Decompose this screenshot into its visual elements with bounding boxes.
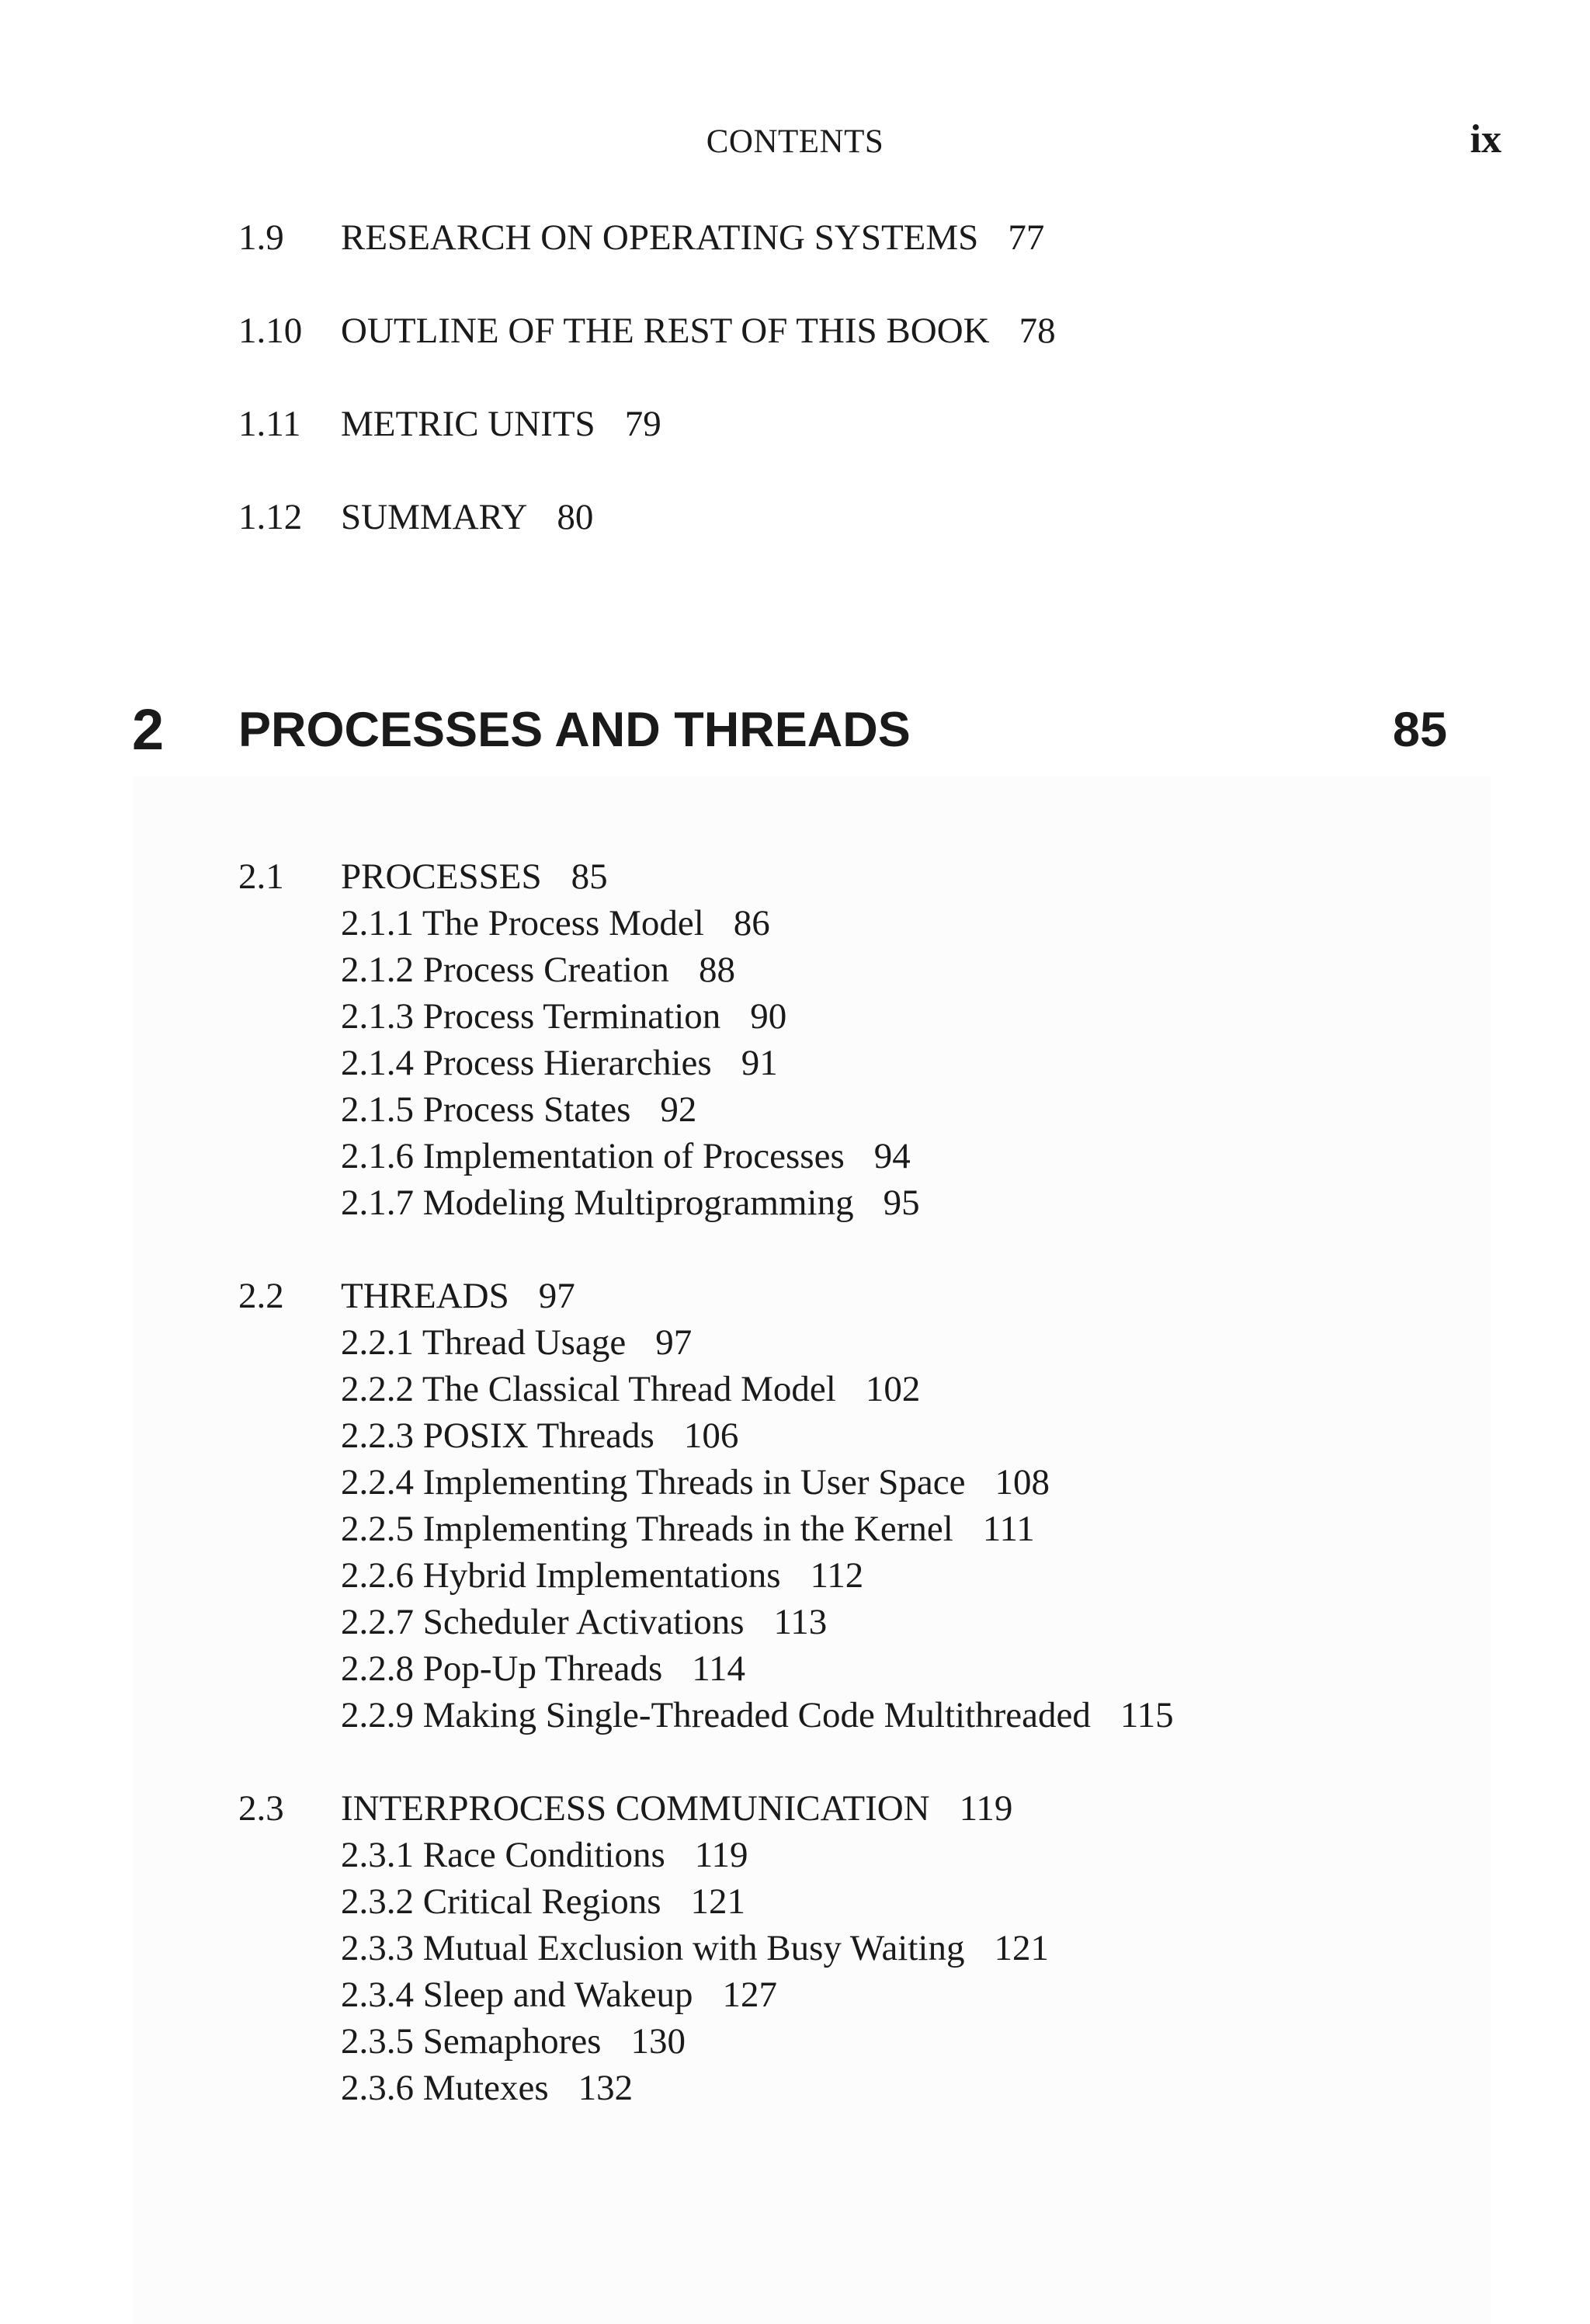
toc-chapter-sections xyxy=(238,853,1174,2158)
section-title: METRIC UNITS xyxy=(341,404,595,444)
chapter-heading xyxy=(132,699,1447,761)
section-group xyxy=(238,1273,1174,1739)
subsection-label: 2.2.9 Making Single-Threaded Code Multithreaded xyxy=(341,1695,1091,1735)
chapter-title: PROCESSES AND THREADS xyxy=(238,703,911,757)
section-number: 1.11 xyxy=(238,404,301,444)
chapter-page: 85 xyxy=(1392,703,1447,757)
subsection-page: 121 xyxy=(690,1881,746,1922)
subsection-label: 2.2.4 Implementing Threads in User Space xyxy=(341,1462,966,1502)
subsection-entry xyxy=(238,1506,1174,1552)
subsection-entry xyxy=(238,2018,1174,2065)
section-number: 1.12 xyxy=(238,497,303,537)
subsection-label: 2.2.6 Hybrid Implementations xyxy=(341,1555,781,1596)
subsection-entry xyxy=(238,1412,1174,1459)
subsection-page: 95 xyxy=(883,1183,920,1223)
section-page: 119 xyxy=(959,1788,1013,1829)
subsection-label: 2.2.3 POSIX Threads xyxy=(341,1416,654,1456)
subsection-page: 91 xyxy=(741,1043,778,1083)
toc-top-sections xyxy=(238,214,1056,540)
subsection-label: 2.2.8 Pop-Up Threads xyxy=(341,1648,663,1689)
section-title: PROCESSES xyxy=(341,856,542,897)
section-page: 80 xyxy=(557,497,594,537)
subsection-entry xyxy=(238,1366,1174,1412)
section-group xyxy=(238,853,1174,1226)
section-page: 85 xyxy=(571,856,608,897)
subsection-entry xyxy=(238,1179,1174,1226)
section-page: 77 xyxy=(1008,217,1045,258)
subsection-label: 2.3.2 Critical Regions xyxy=(341,1881,661,1922)
toc-entry xyxy=(238,401,1056,447)
section-number: 2.2 xyxy=(238,1276,284,1316)
section-page: 97 xyxy=(538,1276,575,1316)
section-number: 1.10 xyxy=(238,311,303,351)
subsection-entry xyxy=(238,1645,1174,1692)
section-page: 79 xyxy=(624,404,661,444)
subsection-entry xyxy=(238,1040,1174,1086)
subsection-entry xyxy=(238,1552,1174,1599)
subsection-page: 88 xyxy=(698,950,735,990)
subsection-label: 2.1.6 Implementation of Processes xyxy=(341,1136,845,1176)
subsection-page: 108 xyxy=(995,1462,1050,1502)
subsection-page: 111 xyxy=(982,1509,1035,1549)
subsection-label: 2.3.4 Sleep and Wakeup xyxy=(341,1975,693,2015)
toc-entry xyxy=(238,853,1174,900)
subsection-page: 130 xyxy=(630,2021,686,2062)
subsection-page: 112 xyxy=(810,1555,864,1596)
subsection-entry xyxy=(238,2065,1174,2111)
subsection-page: 119 xyxy=(694,1835,748,1875)
toc-entry xyxy=(238,1273,1174,1319)
chapter-number: 2 xyxy=(132,697,165,762)
subsection-entry xyxy=(238,1878,1174,1925)
subsection-entry xyxy=(238,1925,1174,1971)
subsection-label: 2.1.1 The Process Model xyxy=(341,903,704,943)
section-title: RESEARCH ON OPERATING SYSTEMS xyxy=(341,217,979,258)
subsection-entry xyxy=(238,1133,1174,1179)
subsection-label: 2.2.1 Thread Usage xyxy=(341,1322,627,1363)
subsection-label: 2.3.6 Mutexes xyxy=(341,2068,549,2108)
toc-entry xyxy=(238,307,1056,354)
subsection-page: 102 xyxy=(865,1369,921,1409)
section-title: THREADS xyxy=(341,1276,509,1316)
subsection-entry xyxy=(238,1971,1174,2018)
section-number: 2.1 xyxy=(238,856,284,897)
subsection-entry xyxy=(238,947,1174,993)
toc-entry xyxy=(238,214,1056,261)
subsection-label: 2.2.7 Scheduler Activations xyxy=(341,1602,745,1642)
subsection-entry xyxy=(238,900,1174,947)
subsection-label: 2.2.2 The Classical Thread Model xyxy=(341,1369,836,1409)
section-title: INTERPROCESS COMMUNICATION xyxy=(341,1788,930,1829)
toc-entry xyxy=(238,1785,1174,1832)
section-group xyxy=(238,1785,1174,2111)
subsection-label: 2.3.1 Race Conditions xyxy=(341,1835,665,1875)
section-number: 1.9 xyxy=(238,217,284,258)
section-title: OUTLINE OF THE REST OF THIS BOOK xyxy=(341,311,990,351)
subsection-page: 115 xyxy=(1120,1695,1174,1735)
section-page: 78 xyxy=(1019,311,1056,351)
subsection-page: 132 xyxy=(578,2068,634,2108)
subsection-label: 2.1.3 Process Termination xyxy=(341,996,721,1037)
subsection-label: 2.3.5 Semaphores xyxy=(341,2021,602,2062)
toc-entry xyxy=(238,494,1056,540)
running-head: CONTENTS xyxy=(706,123,884,160)
subsection-page: 92 xyxy=(660,1089,697,1130)
subsection-entry xyxy=(238,1086,1174,1133)
subsection-entry xyxy=(238,1599,1174,1645)
subsection-page: 97 xyxy=(655,1322,693,1363)
subsection-page: 121 xyxy=(994,1928,1049,1968)
section-title: SUMMARY xyxy=(341,497,528,537)
subsection-label: 2.2.5 Implementing Threads in the Kernel xyxy=(341,1509,953,1549)
subsection-label: 2.1.4 Process Hierarchies xyxy=(341,1043,712,1083)
subsection-label: 2.1.7 Modeling Multiprogramming xyxy=(341,1183,854,1223)
subsection-entry xyxy=(238,993,1174,1040)
subsection-page: 113 xyxy=(773,1602,828,1642)
subsection-entry xyxy=(238,1692,1174,1739)
subsection-entry xyxy=(238,1459,1174,1506)
subsection-page: 86 xyxy=(733,903,770,943)
subsection-label: 2.3.3 Mutual Exclusion with Busy Waiting xyxy=(341,1928,965,1968)
subsection-page: 90 xyxy=(750,996,787,1037)
subsection-entry xyxy=(238,1832,1174,1878)
subsection-label: 2.1.2 Process Creation xyxy=(341,950,669,990)
section-number: 2.3 xyxy=(238,1788,284,1829)
subsection-page: 127 xyxy=(722,1975,777,2015)
subsection-entry xyxy=(238,1319,1174,1366)
subsection-page: 106 xyxy=(683,1416,739,1456)
page-number: ix xyxy=(1470,117,1501,162)
subsection-label: 2.1.5 Process States xyxy=(341,1089,631,1130)
subsection-page: 94 xyxy=(873,1136,911,1176)
subsection-page: 114 xyxy=(692,1648,746,1689)
